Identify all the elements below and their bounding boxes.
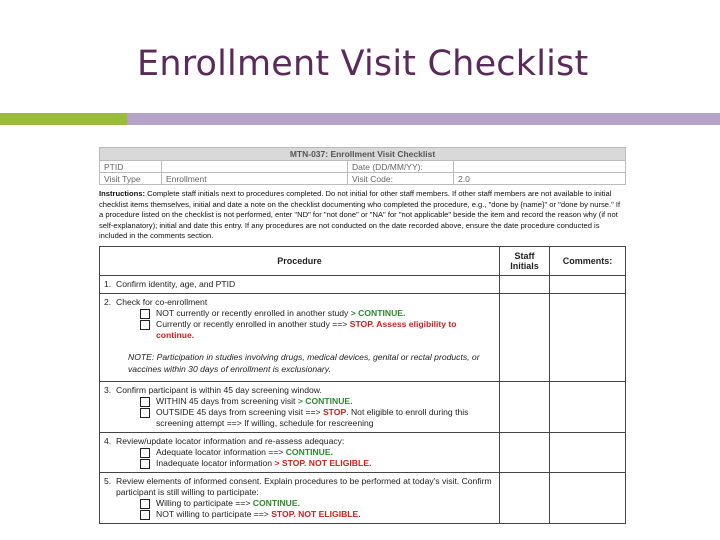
checkbox[interactable]: [140, 320, 150, 330]
checkbox[interactable]: [140, 309, 150, 319]
comments-cell[interactable]: [550, 293, 626, 381]
ptid-value: [162, 161, 348, 173]
table-row: [100, 381, 626, 432]
continue-action: > CONTINUE.: [297, 395, 353, 406]
header-table: [99, 147, 626, 185]
option-text: OUTSIDE 45 days from screening visit ==>: [156, 406, 323, 417]
document-title: MTN-037: Enrollment Visit Checklist: [100, 148, 626, 161]
stop-action: > STOP. NOT ELIGIBLE.: [274, 457, 372, 468]
comments-cell[interactable]: [550, 275, 626, 293]
slide-title: Enrollment Visit Checklist: [137, 44, 589, 84]
staff-initials-header: Staff Initials: [500, 246, 550, 275]
option-text: Inadequate locator information: [156, 457, 275, 468]
visit-type-value: Enrollment: [162, 173, 348, 185]
option-text: NOT willing to participate ==>: [156, 508, 272, 519]
accent-bar-purple: [127, 113, 720, 125]
staff-initials-cell[interactable]: [500, 381, 550, 432]
ptid-label: PTID: [100, 161, 162, 173]
checkbox[interactable]: [140, 499, 150, 509]
option-text: Currently or recently enrolled in another study ==>: [156, 318, 350, 329]
staff-initials-cell[interactable]: [500, 432, 550, 472]
item-text: Review/update locator information and re-assess adequacy:: [116, 435, 345, 446]
table-row: [100, 472, 626, 523]
visit-code-label: Visit Code:: [348, 173, 454, 185]
continue-action: > CONTINUE.: [350, 307, 406, 318]
continue-action: CONTINUE.: [285, 446, 333, 457]
visit-code-value: 2.0: [454, 173, 626, 185]
procedure-header: Procedure: [100, 246, 500, 275]
table-row: [100, 432, 626, 472]
item-number: 2.: [104, 296, 112, 307]
stop-action: STOP. Assess eligibility to continue.: [156, 318, 457, 340]
item-text: Review elements of informed consent. Explain procedures to be performed at today's visit. Confirm participant is still willing to participate:: [116, 475, 492, 497]
comments-cell[interactable]: [550, 432, 626, 472]
continue-action: CONTINUE.: [252, 497, 300, 508]
note-text: NOTE: Participation in studies involving drugs, medical devices, genital or rectal products, or vaccines within 30 days of enrollment is exclusionary.: [128, 351, 480, 374]
item-number: 5.: [104, 475, 112, 486]
instructions: [99, 185, 626, 246]
accent-bar-green: [0, 113, 127, 125]
checkbox[interactable]: [140, 397, 150, 407]
option-text: Adequate locator information ==>: [156, 446, 286, 457]
item-number: 3.: [104, 384, 112, 395]
visit-type-label: Visit Type: [100, 173, 162, 185]
table-row: [100, 293, 626, 381]
option-text: . Not eligible to enroll during this screening attempt ==> If willing, schedule for rescreening: [156, 406, 469, 428]
comments-header: Comments:: [550, 246, 626, 275]
table-row: [100, 275, 626, 293]
checkbox[interactable]: [140, 510, 150, 520]
option-text: Willing to participate ==>: [156, 497, 253, 508]
staff-initials-cell[interactable]: [500, 472, 550, 523]
comments-cell[interactable]: [550, 472, 626, 523]
date-value: [454, 161, 626, 173]
checkbox[interactable]: [140, 408, 150, 418]
comments-cell[interactable]: [550, 381, 626, 432]
staff-initials-cell[interactable]: [500, 275, 550, 293]
stop-action: STOP. NOT ELIGIBLE.: [271, 508, 361, 519]
item-text: Confirm identity, age, and PTID: [116, 278, 236, 289]
staff-initials-cell[interactable]: [500, 293, 550, 381]
item-number: 4.: [104, 435, 112, 446]
instructions-label: Instructions:: [99, 189, 145, 198]
date-label: Date (DD/MM/YY):: [348, 161, 454, 173]
item-text: Confirm participant is within 45 day screening window.: [116, 384, 322, 395]
item-text: Check for co-enrollment: [116, 296, 208, 307]
checkbox[interactable]: [140, 448, 150, 458]
instructions-text: Complete staff initials next to procedures completed. Do not initial for other staff members. If other staff members are not available to initial checklist items themselves, initial and date a note on the checklist documenting who completed the procedure, e.g., "done by {name}" or "done by nurse." If a procedure listed on the checklist is not performed, enter "ND" for "not done" or "NA" for "not applicable" beside the item and record the reason why (if not self-explanatory); initial and date this entry. If any procedures are not conducted on the date recorded above, ensure the date procedure conducted is included in the comments section.: [99, 189, 621, 241]
option-text: WITHIN 45 days from screening visit: [156, 395, 298, 406]
checklist-document: [99, 147, 626, 540]
option-text: NOT currently or recently enrolled in another study: [156, 307, 351, 318]
checkbox[interactable]: [140, 459, 150, 469]
procedure-table: [99, 246, 626, 524]
stop-action: STOP: [322, 406, 347, 417]
item-number: 1.: [104, 278, 112, 289]
